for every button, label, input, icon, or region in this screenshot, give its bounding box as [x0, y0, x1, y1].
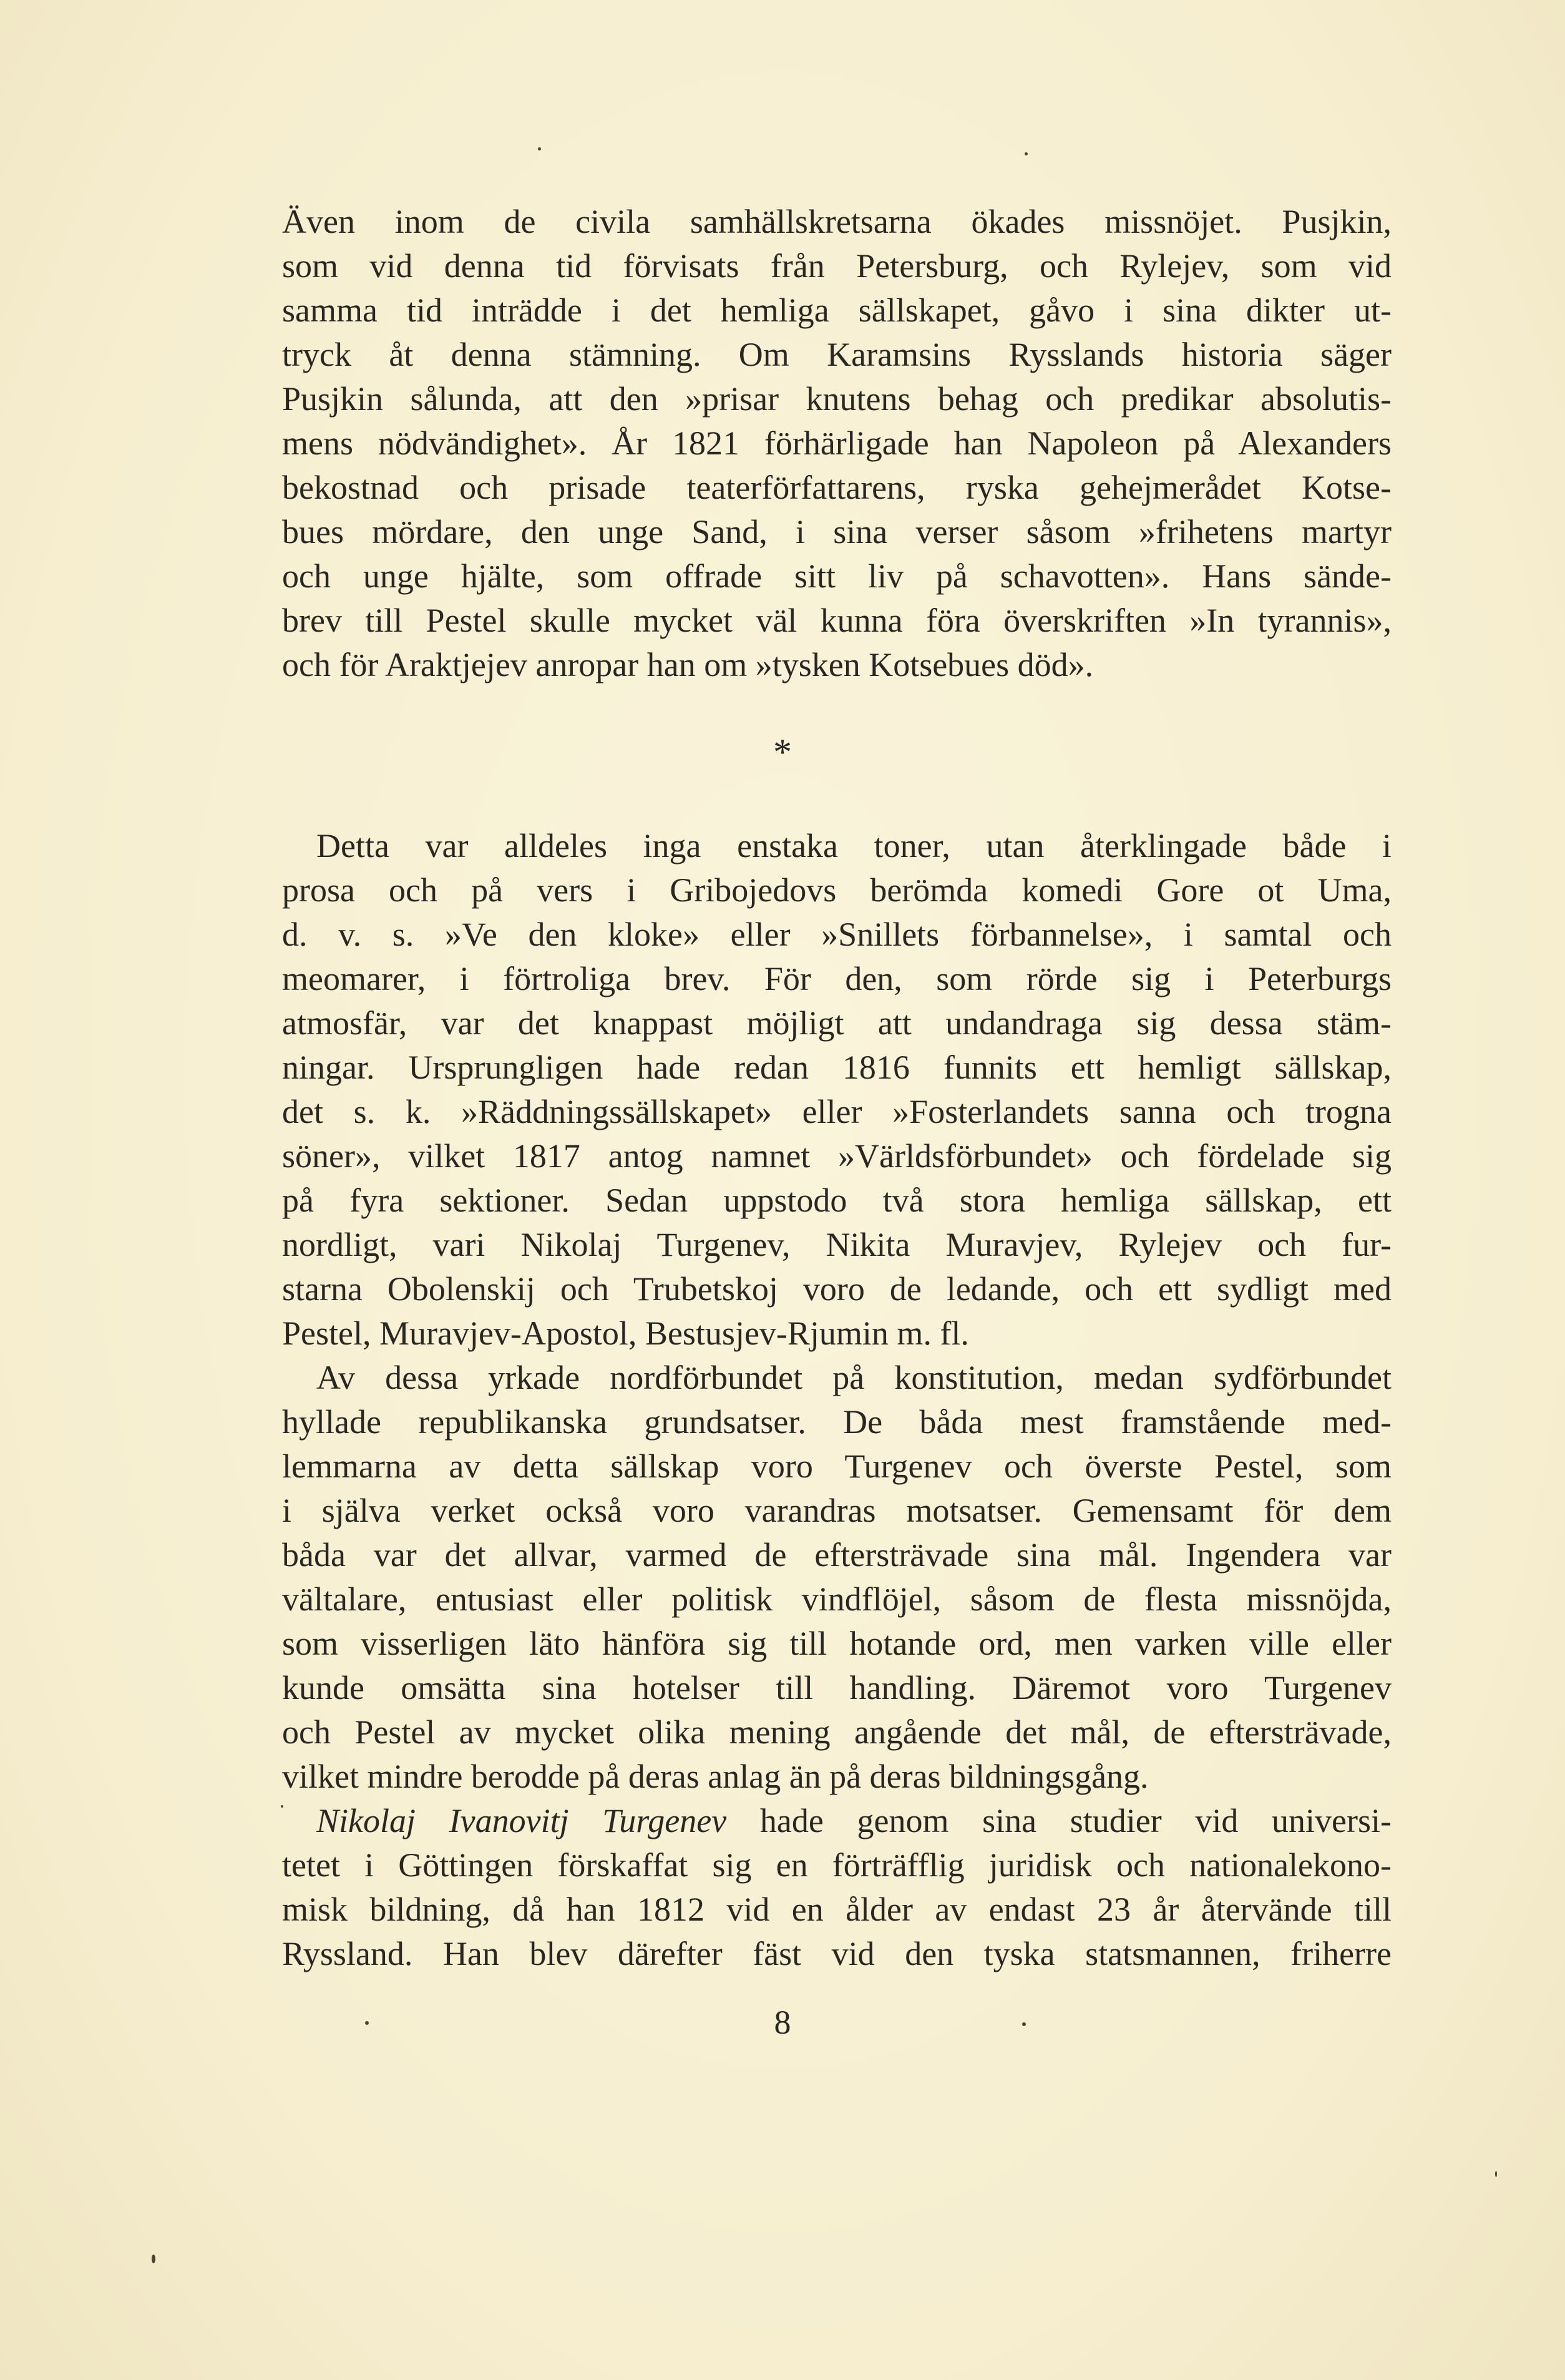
text-line: tetet i Göttingen förskaffat sig en förträfflig juridisk och nationalekono-	[282, 1846, 1392, 1884]
text-line: bekostnad och prisade teaterförfattarens, ryska gehejmerådet Kotse-	[282, 469, 1392, 506]
text-line: mens nödvändighet». År 1821 förhärligade han Napoleon på Alexanders	[282, 424, 1392, 462]
paper-speck	[152, 2255, 155, 2263]
main-text	[282, 824, 1392, 1976]
section-separator: *	[773, 732, 792, 773]
paper-speck	[1495, 2171, 1497, 2177]
text-line: prosa och på vers i Gribojedovs berömda komedi Gore ot Uma,	[282, 871, 1392, 909]
text-line: i själva verket också voro varandras motsatser. Gemensamt för dem	[282, 1492, 1392, 1529]
text-line: Pusjkin sålunda, att den »prisar knutens behag och predikar absolutis-	[282, 380, 1392, 418]
person-name-italic: Nikolaj Ivanovitj Turgenev	[316, 1802, 727, 1839]
text-line: och unge hjälte, som offrade sitt liv på schavotten». Hans sände-	[282, 557, 1392, 595]
text-line: och för Araktjejev anropar han om »tysken Kotsebues död».	[282, 646, 1094, 683]
text-line: Av dessa yrkade nordförbundet på konstitution, medan sydförbundet	[316, 1359, 1392, 1396]
text-line: Även inom de civila samhällskretsarna ökades missnöjet. Pusjkin,	[282, 203, 1392, 240]
paragraph-2	[282, 824, 1392, 1356]
text-line: söner», vilket 1817 antog namnet »Världsförbundet» och fördelade sig	[282, 1137, 1392, 1175]
text-line	[282, 1799, 1392, 1843]
text-line: bues mördare, den unge Sand, i sina verser såsom »frihetens martyr	[282, 513, 1392, 551]
text-line: lemmarna av detta sällskap voro Turgenev och överste Pestel, som	[282, 1447, 1392, 1485]
paragraph-4	[282, 1799, 1392, 1976]
text-line: som vid denna tid förvisats från Petersburg, och Rylejev, som vid	[282, 247, 1392, 285]
text-line: båda var det allvar, varmed de eftersträvade sina mål. Ingendera var	[282, 1536, 1392, 1574]
page-number: 8	[774, 2004, 791, 2041]
paper-speck	[1025, 152, 1028, 155]
paper-speck	[538, 147, 541, 150]
text-line: kunde omsätta sina hotelser till handling. Däremot voro Turgenev	[282, 1669, 1392, 1707]
text-line: ningar. Ursprungligen hade redan 1816 funnits ett hemligt sällskap,	[282, 1049, 1392, 1086]
text-line: atmosfär, var det knappast möjligt att undandraga sig dessa stäm-	[282, 1004, 1392, 1042]
paper-speck	[365, 2021, 369, 2025]
text-line: det s. k. »Räddningssällskapet» eller »Fosterlandets sanna och trogna	[282, 1093, 1392, 1130]
text-line: starna Obolenskij och Trubetskoj voro de ledande, och ett sydligt med	[282, 1270, 1392, 1308]
text-line: vilket mindre berodde på deras anlag än på deras bildningsgång.	[282, 1758, 1149, 1795]
text-line: Detta var alldeles inga enstaka toner, utan återklingade både i	[316, 827, 1392, 864]
text-line: Pestel, Muravjev-Apostol, Bestusjev-Rjumin m. fl.	[282, 1315, 969, 1352]
text-line: d. v. s. »Ve den kloke» eller »Snillets förbannelse», i samtal och	[282, 916, 1392, 953]
text-line: tryck åt denna stämning. Om Karamsins Rysslands historia säger	[282, 336, 1392, 373]
text-line: hyllade republikanska grundsatser. De båda mest framstående med-	[282, 1403, 1392, 1441]
text-line: vältalare, entusiast eller politisk vindflöjel, såsom de flesta missnöjda,	[282, 1580, 1392, 1618]
text-line: Ryssland. Han blev därefter fäst vid den tyska statsmannen, friherre	[282, 1935, 1392, 1972]
paper-speck	[1022, 2022, 1026, 2026]
text-line: meomarer, i förtroliga brev. För den, som rörde sig i Peterburgs	[282, 960, 1392, 997]
paragraph-3	[282, 1356, 1392, 1799]
text-line: brev till Pestel skulle mycket väl kunna föra överskriften »In tyrannis»,	[282, 602, 1392, 639]
text-line: på fyra sektioner. Sedan uppstodo två stora hemliga sällskap, ett	[282, 1182, 1392, 1219]
text-line: som visserligen läto hänföra sig till hotande ord, men varken ville eller	[282, 1625, 1392, 1662]
text-fragment: hade genom sina studier vid universi-	[726, 1802, 1392, 1839]
text-line: samma tid inträdde i det hemliga sällskapet, gåvo i sina dikter ut-	[282, 291, 1392, 329]
text-line: och Pestel av mycket olika mening angående det mål, de eftersträvade,	[282, 1713, 1392, 1751]
text-line: misk bildning, då han 1812 vid en ålder av endast 23 år återvände till	[282, 1891, 1392, 1928]
paper-speck	[281, 1805, 283, 1808]
text-line: nordligt, vari Nikolaj Turgenev, Nikita Muravjev, Rylejev och fur-	[282, 1226, 1392, 1263]
paragraph-1	[282, 200, 1392, 687]
